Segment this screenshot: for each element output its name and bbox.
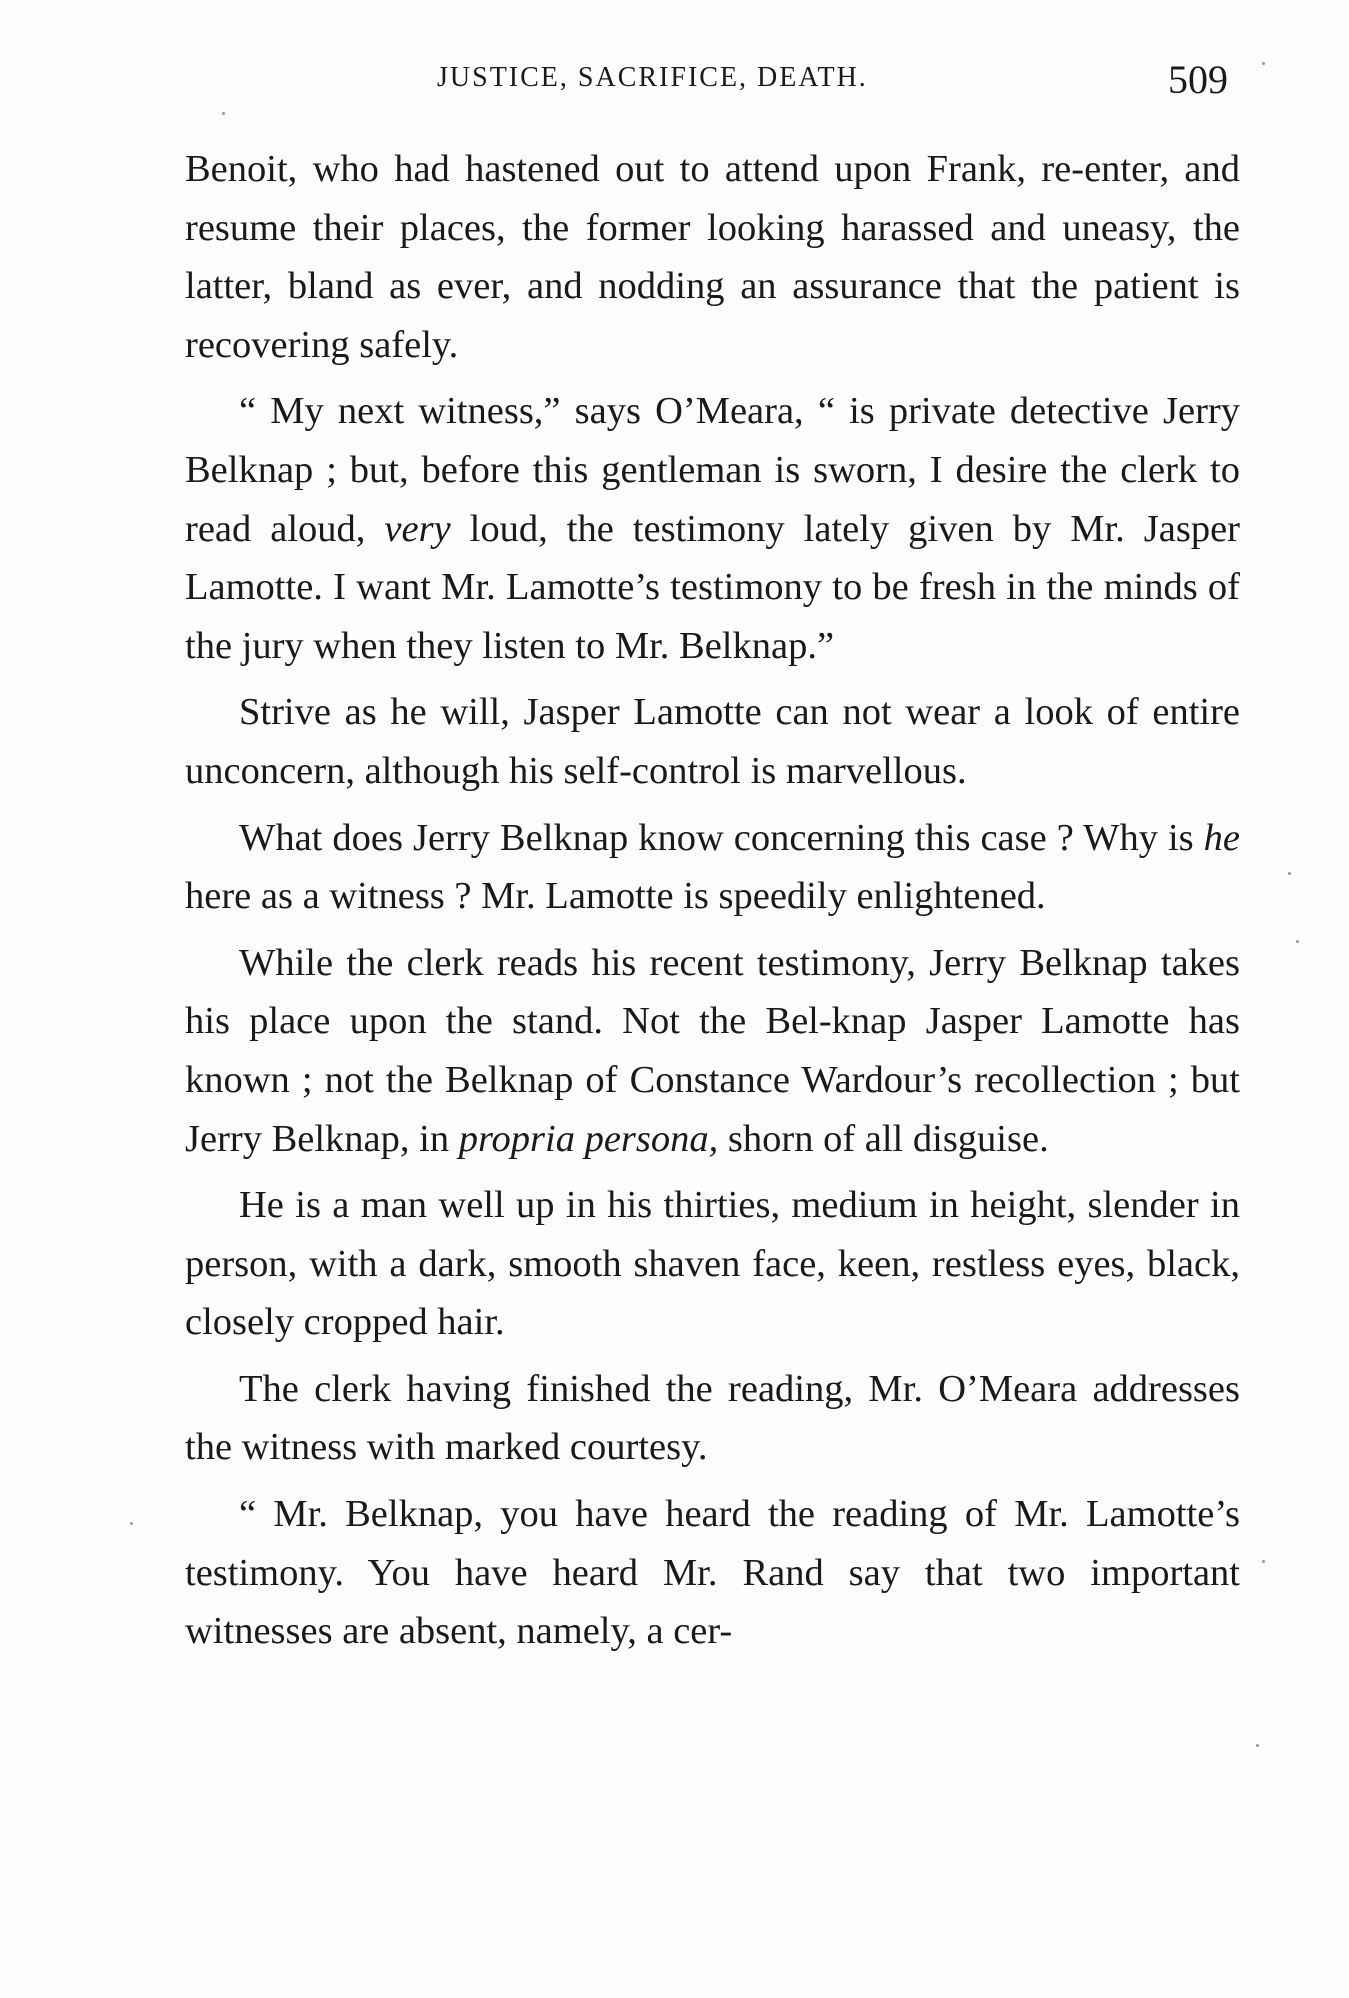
paragraph-text: Benoit, who had hastened out to attend upon Frank, re-enter, and resume their places, the former looking harassed and uneasy, the latter, bland as ever, and nodding an assurance that the patient is recovering safely. (185, 148, 1240, 366)
page-header (185, 56, 1240, 106)
paragraph (185, 1176, 1240, 1352)
paragraph-text: “ Mr. Belknap, you have heard the reading of Mr. Lamotte’s testimony. You have heard Mr. Rand say that two important witnesses are absent, namely, a cer- (185, 1493, 1240, 1653)
page-number: 509 (1168, 57, 1228, 102)
paragraph-text: Strive as he will, Jasper Lamotte can not wear a look of entire unconcern, although his self-control is marvellous. (185, 691, 1240, 792)
paragraph-text: What does Jerry Belknap know concerning this case ? Why is (239, 816, 1204, 859)
paragraph-text: The clerk having finished the reading, Mr. O’Meara addresses the witness with marked courtesy. (185, 1367, 1240, 1469)
italic-text: propria persona, (458, 1117, 719, 1160)
paragraph-text: here as a witness ? Mr. Lamotte is speedily enlightened. (185, 875, 1046, 918)
paragraph (185, 683, 1240, 800)
italic-text: very (384, 507, 451, 550)
paper-speck (1256, 1744, 1259, 1747)
italic-text: he (1203, 816, 1240, 859)
paragraph-text: loud, the testimony lately given by Mr. Jasper Lamotte. I want Mr. Lamotte’s testimony to be fresh in the minds of the jury when they listen to Mr. Belknap.” (185, 507, 1240, 667)
running-title: JUSTICE, SACRIFICE, DEATH. (437, 62, 868, 93)
paragraph (185, 382, 1240, 675)
paper-speck (1288, 872, 1291, 875)
paragraph-text: He is a man well up in his thirties, medium in height, slender in person, with a dark, smooth shaven face, keen, restless eyes, black, closely cropped hair. (185, 1184, 1240, 1344)
paper-speck (222, 112, 225, 115)
paper-speck (130, 1522, 133, 1525)
paragraph (185, 809, 1240, 926)
paper-speck (1262, 1560, 1265, 1563)
body-text (185, 140, 1240, 1661)
paragraph (185, 1485, 1240, 1661)
paragraph (185, 1360, 1240, 1477)
paragraph-text: While the clerk reads his recent testimony, Jerry Belknap takes his place upon the stand. Not the Bel-knap Jasper Lamotte has known ; not the Belknap of Constance Wardour’s recollection ; but Jerry Belknap, in (185, 941, 1240, 1160)
paragraph (185, 934, 1240, 1168)
paragraph-text: shorn of all disguise. (718, 1117, 1049, 1160)
paragraph-text: “ My next witness,” says O’Meara, “ is private detective Jerry Belknap ; but, before this gentleman is sworn, I desire the clerk to read aloud, (185, 390, 1240, 550)
paper-speck (1262, 62, 1265, 65)
paper-speck (1296, 940, 1299, 943)
paragraph (185, 140, 1240, 374)
